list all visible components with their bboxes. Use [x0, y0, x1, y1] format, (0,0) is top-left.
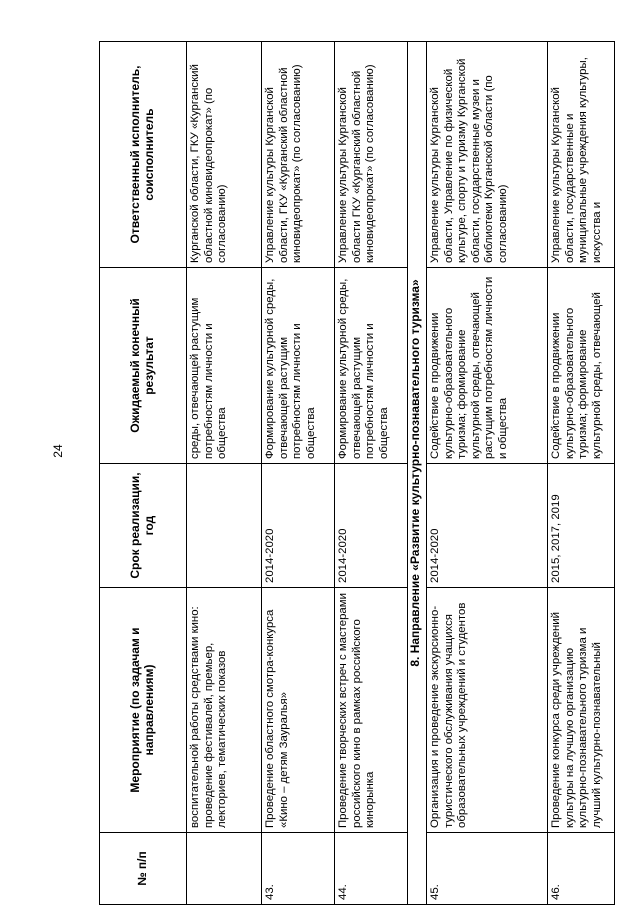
- table-row: [187, 42, 262, 905]
- cell-responsible: Курганской области, ГКУ «Курганский областной киновидеопрокат» (по согласованию): [187, 42, 262, 268]
- cell-measure: Организация и проведение экскурсионно-туристического обслуживания учащихся образовательных учреждений и студентов: [427, 588, 548, 833]
- cell-term: 2014-2020: [335, 464, 408, 588]
- header-responsible: Ответственный исполнитель, соисполнитель: [100, 42, 187, 268]
- cell-result: среды, отвечающей растущим потребностям личности и общества: [187, 268, 262, 464]
- cell-num: 45.: [427, 833, 548, 905]
- cell-result: Формирование культурной среды, отвечающей растущим потребностям личности и общества: [335, 268, 408, 464]
- section-title: 8. Направление «Развитие культурно-познавательного туризма»: [408, 42, 427, 905]
- cell-num: 46.: [548, 833, 615, 905]
- header-measure: Мероприятие (по задачам и направлениям): [100, 588, 187, 833]
- cell-num: [187, 833, 262, 905]
- cell-measure: воспитательной работы средствами кино: проведение фестивалей, премьер, лекториев, тематических показов: [187, 588, 262, 833]
- cell-measure: Проведение областного смотра-конкурса «Кино – детям Зауралья»: [262, 588, 335, 833]
- cell-term: 2015, 2017, 2019: [548, 464, 615, 588]
- cell-responsible: Управление культуры Курганской области, государственные и муниципальные учреждения культуры, искусства и: [548, 42, 615, 268]
- cell-measure: Проведение конкурса среди учреждений культуры на лучшую организацию культурно-познавательного туризма и лучший культурно-познавательный: [548, 588, 615, 833]
- cell-responsible: Управление культуры Курганской области, ГКУ «Курганский областной киновидеопрокат» (по согласованию): [262, 42, 335, 268]
- cell-result: Формирование культурной среды, отвечающей растущим потребностям личности и общества: [262, 268, 335, 464]
- table-row: [548, 42, 615, 905]
- header-result: Ожидаемый конечный результат: [100, 268, 187, 464]
- program-table: [99, 41, 615, 905]
- rotated-table-container: [99, 42, 603, 905]
- cell-num: 43.: [262, 833, 335, 905]
- table-header-row: [100, 42, 187, 905]
- cell-num: 44.: [335, 833, 408, 905]
- header-num: № п/п: [100, 833, 187, 905]
- cell-result: Содействие в продвижении культурно-образовательного туризма; формирование культурной среды, отвечающей растущим потребностям личности и общества: [427, 268, 548, 464]
- table-row: [335, 42, 408, 905]
- header-term: Срок реализации, год: [100, 464, 187, 588]
- cell-result: Содействие в продвижении культурно-образовательного туризма; формирование культурной среды, отвечающей: [548, 268, 615, 464]
- section-row: [408, 42, 427, 905]
- table-row: [427, 42, 548, 905]
- page-number: 24: [51, 444, 65, 458]
- cell-term: [187, 464, 262, 588]
- table-row: [262, 42, 335, 905]
- cell-measure: Проведение творческих встреч с мастерами российского кино в рамках российского кинорынка: [335, 588, 408, 833]
- cell-term: 2014-2020: [427, 464, 548, 588]
- cell-responsible: Управление культуры Курганской области, Управление по физической культуре, спорту и туризму Курганской области, государственные музеи и библиотеки Курганской области (по согласованию): [427, 42, 548, 268]
- cell-term: 2014-2020: [262, 464, 335, 588]
- cell-responsible: Управление культуры Курганской области ГКУ «Курганский областной киновидеопрокат» (по согласованию): [335, 42, 408, 268]
